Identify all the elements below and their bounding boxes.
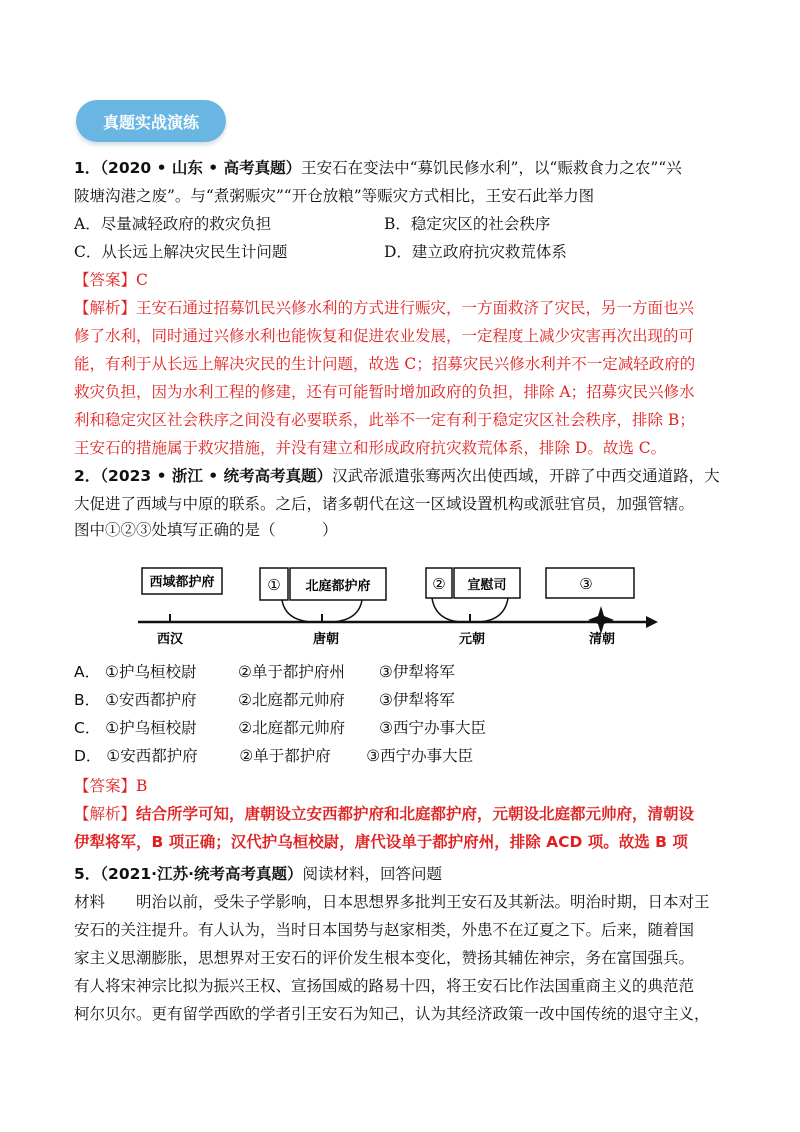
- q2-stem-line2: 大促进了西域与中原的联系。之后，诸多朝代在这一区域设置机构或派驻官员，加强管辖。: [74, 495, 695, 513]
- axis-label-yuan: 元朝: [458, 632, 486, 647]
- q2-option-c: [74, 718, 486, 738]
- q1-analysis-line1: [74, 298, 734, 318]
- q1-option-d: D．建立政府抗灾救荒体系: [384, 243, 567, 261]
- q2-option-c-3: ③西宁办事大臣: [379, 719, 487, 737]
- q5-stem-text: 阅读材料，回答问题: [302, 865, 442, 883]
- q2-source: 2．（2023 • 浙江 • 统考高考真题）: [74, 467, 333, 485]
- box2-num-label: ②: [432, 575, 446, 593]
- q1-source: 1．（2020 • 山东 • 高考真题）: [74, 159, 302, 177]
- q2-option-c-1: ①护乌桓校尉: [105, 719, 197, 737]
- axis-label-xihan: 西汉: [156, 632, 184, 647]
- q1-option-b: B．稳定灾区的社会秩序: [384, 215, 551, 233]
- q1-analysis-line5: 利和稳定灾区社会秩序之间没有必要联系，此举不一定有利于稳定灾区社会秩序，排除 B；: [74, 411, 695, 429]
- q2-option-c-letter: C．: [74, 719, 101, 737]
- q1-stem-line1: [74, 158, 734, 178]
- q2-option-c-2: ②北庭都元帅府: [238, 719, 346, 737]
- q2-analysis-tag: 【解析】: [74, 805, 137, 823]
- q5-material-line1: 材料 明治以前，受朱子学影响，日本思想界多批判王安石及其新法。明治时期，日本对王: [74, 893, 710, 911]
- box1-label: 北庭都护府: [305, 579, 371, 594]
- box2-label: 宣慰司: [467, 578, 507, 593]
- q2-answer-tag: 【答案】: [74, 777, 137, 795]
- q1-analysis-line2: 修了水利，同时通过兴修水利也能恢复和促进农业发展，一定程度上减少灾害再次出现的可: [74, 327, 695, 345]
- timeline-arrow-icon: [646, 616, 658, 628]
- q1-answer: [74, 270, 734, 290]
- q2-stem-text1: 汉武帝派遣张骞两次出使西域，开辟了中西交通道路，大: [332, 467, 720, 485]
- q2-option-d-letter: D．: [74, 747, 102, 765]
- q2-analysis-text1: 结合所学可知，唐朝设立安西都护府和北庭都护府，元朝设北庭都元帅府，清朝设: [136, 805, 695, 823]
- timeline-diagram: [130, 560, 670, 650]
- q2-option-d-1: ①安西都护府: [106, 747, 198, 765]
- q2-option-a-3: ③伊犁将军: [378, 663, 455, 681]
- q2-answer-value: B: [136, 777, 148, 795]
- q1-option-a: A．尽量减轻政府的救灾负担: [74, 215, 272, 233]
- q1-stem-text1: 王安石在变法中“募饥民修水利”，以“赈救食力之农”“兴: [301, 159, 682, 177]
- axis-label-tang: 唐朝: [312, 632, 340, 647]
- q1-analysis-text1: 王安石通过招募饥民兴修水利的方式进行赈灾，一方面救济了灾民，另一方面也兴: [136, 299, 695, 317]
- q2-option-b-2: ②北庭都元帅府: [238, 691, 345, 709]
- q1-analysis-line3: 能，有利于从长远上解决灾民的生计问题，故选 C；招募灾民兴修水利并不一定减轻政府的: [74, 355, 696, 373]
- q2-stem-line1: [74, 466, 734, 486]
- q1-answer-tag: 【答案】: [74, 271, 137, 289]
- q2-option-b: [74, 690, 455, 710]
- q2-analysis-line1: [74, 804, 734, 824]
- box3-label: ③: [579, 575, 593, 593]
- q2-analysis-line2: 伊犁将军，B 项正确；汉代护乌桓校尉，唐代设单于都护府州，排除 ACD 项。故选 B 项: [74, 833, 688, 851]
- box1-num-label: ①: [267, 576, 281, 594]
- q2-option-d-3: ③西宁办事大臣: [366, 747, 474, 765]
- q5-material-line2: 安石的关注提升。有人认为，当时日本国势与赵家相类，外患不在辽夏之下。后来，随着国: [74, 921, 695, 939]
- q5-material-line3: 家主义思潮膨胀，思想界对王安石的评价发生根本变化，赞扬其辅佐神宗，务在富国强兵。: [74, 949, 695, 967]
- q2-option-a-1: ①护乌桓校尉: [105, 663, 197, 681]
- q1-stem-line2: 陂塘沟港之废”。与“煮粥赈灾”“开仓放粮”等赈灾方式相比，王安石此举力图: [74, 187, 595, 205]
- q2-option-a-letter: A．: [74, 663, 101, 681]
- q5-stem-line: [74, 864, 734, 884]
- q1-analysis-line6: 王安石的措施属于救灾措施，并没有建立和形成政府抗灾救荒体系，排除 D。故选 C。: [74, 439, 667, 457]
- q5-source: 5．（2021·江苏·统考高考真题）: [74, 865, 303, 883]
- q5-material-line4: 有人将宋神宗比拟为振兴王权、宣扬国威的路易十四，将王安石比作法国重商主义的典范范: [74, 977, 695, 995]
- q2-option-d: [74, 746, 473, 766]
- q1-option-c: C．从长远上解决灾民生计问题: [74, 243, 288, 261]
- q5-material-line5: 柯尔贝尔。更有留学西欧的学者引王安石为知己，认为其经济政策一改中国传统的退守主义，: [74, 1005, 710, 1023]
- q2-option-b-1: ①安西都护府: [105, 691, 197, 709]
- q1-answer-value: C: [136, 271, 148, 289]
- q2-option-a: [74, 662, 455, 682]
- axis-label-qing: 清朝: [588, 632, 616, 647]
- q1-analysis-line4: 救灾负担，因为水利工程的修建，还有可能暂时增加政府的负担，排除 A；招募灾民兴修水: [74, 383, 695, 401]
- q2-answer: [74, 776, 734, 796]
- q2-option-b-letter: B．: [74, 691, 101, 709]
- q2-option-b-3: ③伊犁将军: [378, 691, 455, 709]
- q2-option-a-2: ②单于都护府州: [237, 663, 345, 681]
- box-west-label: 西域都护府: [149, 575, 215, 590]
- section-badge: 真题实战演练: [76, 100, 226, 142]
- q1-analysis-tag: 【解析】: [74, 299, 137, 317]
- q2-stem-line3: 图中①②③处填写正确的是（ ）: [74, 521, 338, 539]
- star-icon: [588, 606, 614, 634]
- q2-option-d-2: ②单于都护府: [239, 747, 331, 765]
